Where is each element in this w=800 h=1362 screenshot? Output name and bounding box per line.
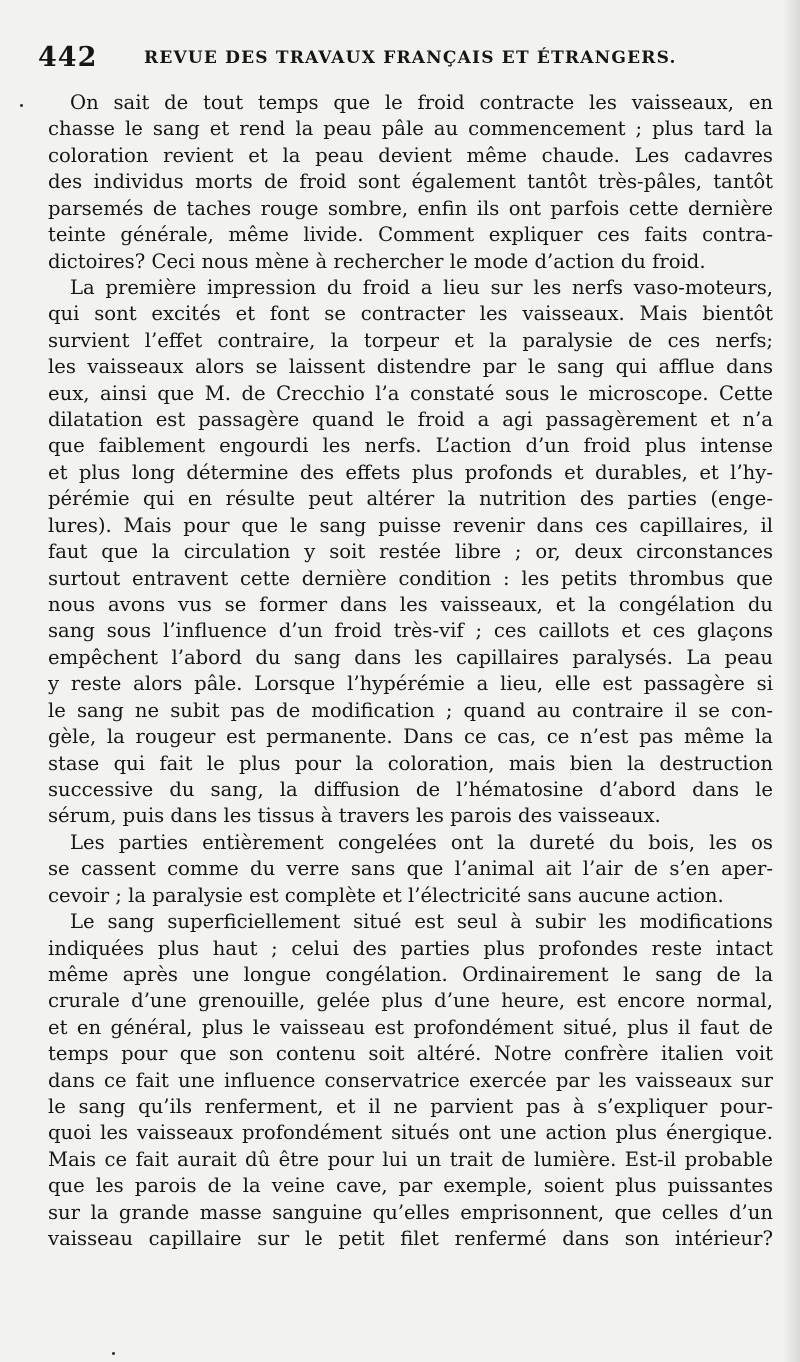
text-line: parsemés de taches rouge sombre, enfin ils ont parfois cette dernière bbox=[48, 196, 773, 220]
text-line: qui sont excités et font se contracter les vaisseaux. Mais bientôt bbox=[48, 302, 773, 326]
text-line: sang sous l’influence d’un froid très-vif ; ces caillots et ces glaçons bbox=[48, 619, 773, 643]
text-line: surtout entravent cette dernière condition : les petits thrombus que bbox=[48, 566, 773, 590]
text-line: sur la grande masse sanguine qu’elles emprisonnent, que celles d’un bbox=[48, 1200, 773, 1224]
text-line: faut que la circulation y soit restée libre ; or, deux circonstances bbox=[48, 540, 773, 564]
text-line: nous avons vus se former dans les vaisseaux, et la congélation du bbox=[48, 593, 773, 617]
text-line: La première impression du froid a lieu sur les nerfs vaso-moteurs, bbox=[70, 275, 773, 299]
text-line: Mais ce fait aurait dû être pour lui un trait de lumière. Est-il probable bbox=[48, 1147, 773, 1171]
text-line: vaisseau capillaire sur le petit filet renfermé dans son intérieur? bbox=[48, 1227, 773, 1251]
text-line: sérum, puis dans les tissus à travers les parois des vaisseaux. bbox=[48, 804, 661, 828]
running-head bbox=[38, 42, 778, 78]
text-line: lures). Mais pour que le sang puisse revenir dans ces capillaires, il bbox=[48, 513, 773, 537]
text-line: quoi les vaisseaux profondément situés ont une action plus énergique. bbox=[48, 1121, 773, 1145]
text-line: chasse le sang et rend la peau pâle au commencement ; plus tard la bbox=[48, 117, 773, 141]
text-line: cevoir ; la paralysie est complète et l’électricité sans aucune action. bbox=[48, 883, 724, 907]
text-line: Le sang superficiellement situé est seul à subir les modifications bbox=[70, 910, 773, 934]
text-line: et en général, plus le vaisseau est profondément situé, plus il faut de bbox=[48, 1015, 773, 1039]
text-line: survient l’effet contraire, la torpeur et la paralysie de ces nerfs; bbox=[48, 328, 773, 352]
text-line: les vaisseaux alors se laissent distendre par le sang qui afflue dans bbox=[48, 355, 773, 379]
text-line: même après une longue congélation. Ordinairement le sang de la bbox=[48, 962, 773, 986]
text-line: empêchent l’abord du sang dans les capillaires paralysés. La peau bbox=[48, 645, 773, 669]
text-line: y reste alors pâle. Lorsque l’hypérémie a lieu, elle est passagère si bbox=[48, 672, 773, 696]
page-number: 442 bbox=[38, 42, 98, 73]
text-line: Les parties entièrement congelées ont la dureté du bois, les os bbox=[70, 830, 773, 854]
margin-speck bbox=[20, 104, 23, 107]
text-line: dictoires? Ceci nous mène à rechercher le mode d’action du froid. bbox=[48, 249, 706, 273]
text-line: pérémie qui en résulte peut altérer la nutrition des parties (enge- bbox=[48, 487, 773, 511]
text-line: gèle, la rougeur est permanente. Dans ce cas, ce n’est pas même la bbox=[48, 725, 773, 749]
text-line: On sait de tout temps que le froid contracte les vaisseaux, en bbox=[70, 91, 773, 114]
text-line: stase qui fait le plus pour la coloration, mais bien la destruction bbox=[48, 751, 773, 775]
text-line: le sang ne subit pas de modification ; quand au contraire il se con- bbox=[48, 698, 773, 722]
text-line: dans ce fait une influence conservatrice exercée par les vaisseaux sur bbox=[48, 1068, 773, 1092]
text-line: se cassent comme du verre sans que l’animal ait l’air de s’en aper- bbox=[48, 857, 773, 881]
text-line: eux, ainsi que M. de Crecchio l’a constaté sous le microscope. Cette bbox=[48, 381, 773, 405]
text-line: teinte générale, même livide. Comment expliquer ces faits contra- bbox=[48, 223, 773, 247]
text-line: coloration revient et la peau devient même chaude. Les cadavres bbox=[48, 143, 773, 167]
body-text bbox=[48, 90, 773, 1253]
text-line: indiquées plus haut ; celui des parties plus profondes reste intact bbox=[48, 936, 773, 960]
text-line: crurale d’une grenouille, gelée plus d’une heure, est encore normal, bbox=[48, 989, 773, 1013]
text-line: des individus morts de froid sont également tantôt très-pâles, tantôt bbox=[48, 170, 773, 194]
text-line: successive du sang, la diffusion de l’hématosine d’abord dans le bbox=[48, 777, 773, 801]
text-line: que les parois de la veine cave, par exemple, soient plus puissantes bbox=[48, 1174, 773, 1198]
text-line: et plus long détermine des effets plus profonds et durables, et l’hy- bbox=[48, 460, 773, 484]
page-edge-shadow bbox=[782, 0, 800, 1362]
text-line: que faiblement engourdi les nerfs. L’action d’un froid plus intense bbox=[48, 434, 773, 458]
text-line: temps pour que son contenu soit altéré. Notre confrère italien voit bbox=[48, 1042, 773, 1066]
margin-speck bbox=[112, 1352, 115, 1355]
text-line: dilatation est passagère quand le froid a agi passagèrement et n’a bbox=[48, 408, 773, 432]
running-head-title: REVUE DES TRAVAUX FRANÇAIS ET ÉTRANGERS. bbox=[144, 48, 677, 68]
text-line: le sang qu’ils renferment, et il ne parvient pas à s’expliquer pour- bbox=[48, 1095, 773, 1119]
